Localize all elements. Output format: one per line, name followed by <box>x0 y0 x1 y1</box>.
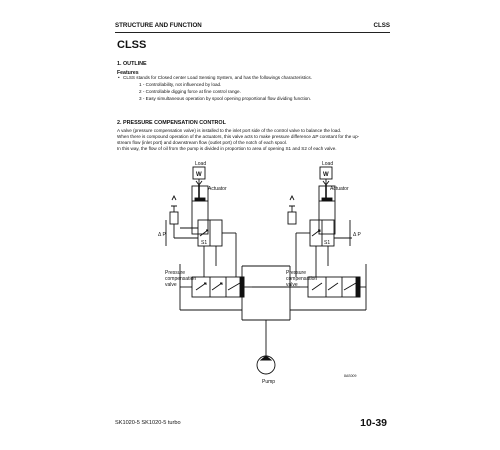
feature-item-3: 3 - Easy simultaneous operation by spool opening proportional flow dividing function. <box>139 96 312 101</box>
feature-item-1: 1 - Controllability, not influenced by load. <box>139 82 222 87</box>
para-line-4: In this way, the flow of oil from the pump is divided in proportion to area of opening S1 and S2 of each valve. <box>117 146 337 152</box>
bullet-dot: • <box>118 75 120 80</box>
feature-bullet <box>118 75 312 81</box>
right-actuator-cylinder <box>319 186 335 234</box>
figure-code: 8AS009 <box>344 374 357 378</box>
right-load-label: Load <box>322 161 334 167</box>
right-weight-label: W <box>323 172 329 178</box>
section-tag: CLSS <box>373 22 390 29</box>
left-weight-label: W <box>196 172 202 178</box>
right-comp-label-3: valve <box>286 282 298 288</box>
page-header <box>115 22 390 31</box>
para-line-2: When there is compound operation of the actuators, this valve acts to make pressure difference ΔP constant for the up- <box>117 134 360 140</box>
para-line-1: A valve (pressure compensation valve) is installed to the inlet port side of the control valve to balance the load. <box>117 128 342 133</box>
right-comp-label-2: compensation <box>286 276 318 282</box>
left-actuator-cylinder <box>192 186 208 234</box>
left-delta-p-label: Δ P <box>158 232 166 238</box>
right-comp-label-1: Pressure <box>286 270 307 276</box>
pump-label: Pump <box>262 379 276 385</box>
left-actuator-label: Actuator <box>208 186 227 192</box>
left-comp-label-2: compensation <box>165 276 197 282</box>
page-number: 10-39 <box>360 417 387 429</box>
page-title: CLSS <box>117 39 147 51</box>
footer-model: SK1020-5 SK1020-5 turbo <box>115 420 181 426</box>
hydraulic-diagram <box>140 150 370 390</box>
right-opening-label: S1 <box>324 240 331 246</box>
left-comp-label-1: Pressure <box>165 270 186 276</box>
left-load-label: Load <box>195 161 207 167</box>
features-label: Features <box>117 70 139 76</box>
pressure-comp-paragraph <box>117 128 359 152</box>
header-rule <box>115 32 390 33</box>
left-opening-label: S1 <box>201 240 208 246</box>
right-delta-p-label: Δ P <box>353 232 361 238</box>
section-title: STRUCTURE AND FUNCTION <box>115 22 202 29</box>
feature-item-2: 2 - Controllable digging force at fine control range. <box>139 89 241 94</box>
right-actuator-label: Actuator <box>330 186 349 192</box>
bullet-text: CLSS stands for Closed center Load Sensing System, and has the followings characteristics. <box>123 75 312 80</box>
left-comp-label-3: valve <box>165 282 177 288</box>
pressure-comp-heading: 2. PRESSURE COMPENSATION CONTROL <box>117 120 226 126</box>
outline-heading: 1. OUTLINE <box>117 61 147 67</box>
para-line-3: stream flow (inlet port) and downstream flow (outlet port) of the notch of each spool. <box>117 140 288 146</box>
